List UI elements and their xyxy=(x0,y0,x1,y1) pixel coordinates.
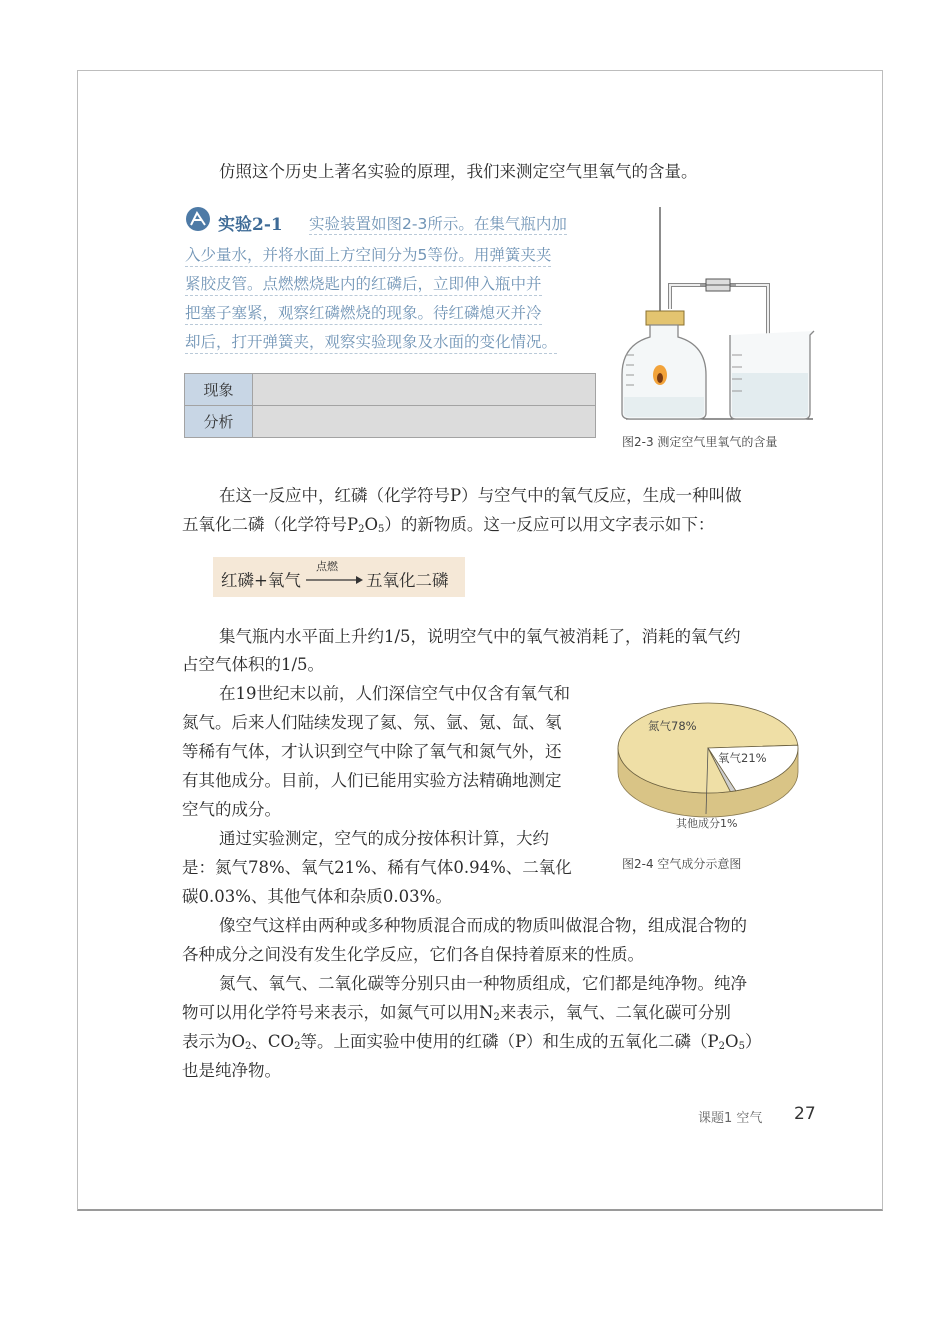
figure-2-4-caption: 图2-4 空气成分示意图 xyxy=(622,857,742,871)
apparatus-illustration xyxy=(618,205,818,427)
reaction-arrow-icon xyxy=(306,575,364,585)
pie-label-other: 其他成分1% xyxy=(676,817,738,830)
pie-label-nitrogen: 氮气78% xyxy=(648,719,697,733)
consumed-paragraph-line2: 占空气体积的1/5。 xyxy=(182,655,325,674)
reaction-paragraph-line2: 五氧化二磷（化学符号$P_2O_5$）的新物质。这一反应可以用文字表示如下： xyxy=(182,515,715,535)
experiment-line: 入少量水，并将水面上方空间分为5等份。用弹簧夹夹 xyxy=(185,243,551,267)
pure-line: 氮气、氧气、二氧化碳等分别只由一种物质组成，它们都是纯净物。纯净 xyxy=(219,974,747,993)
pure-line: 也是纯净物。 xyxy=(182,1061,281,1080)
mixture-line: 像空气这样由两种或多种物质混合而成的物质叫做混合物，组成混合物的 xyxy=(219,916,747,935)
experiment-line: 实验装置如图2-3所示。在集气瓶内加 xyxy=(309,212,567,235)
phenomenon-cell[interactable] xyxy=(253,374,596,406)
experiment-line: 把塞子塞紧，观察红磷燃烧的现象。待红磷熄灭并冷 xyxy=(185,301,542,325)
intro-text: 仿照这个历史上著名实验的原理，我们来测定空气里氧气的含量。 xyxy=(219,162,698,181)
table-row xyxy=(185,406,596,438)
composition-line: 碳0.03%、其他气体和杂质0.03%。 xyxy=(182,887,452,906)
equation-product: 五氧化二磷 xyxy=(366,571,449,590)
pie-label-oxygen: 氧气21% xyxy=(718,751,767,765)
experiment-line: 却后，打开弹簧夹，观察实验现象及水面的变化情况。 xyxy=(185,330,557,354)
phenomenon-label: 现象 xyxy=(185,374,253,406)
composition-line: 是：氮气78%、氧气21%、稀有气体0.94%、二氧化 xyxy=(182,858,572,877)
history-line: 在19世纪末以前，人们深信空气中仅含有氧气和 xyxy=(219,684,570,703)
history-line: 等稀有气体，才认识到空气中除了氧气和氮气外，还 xyxy=(182,742,562,761)
analysis-label: 分析 xyxy=(185,406,253,438)
experiment-title: 实验2-1 xyxy=(218,215,283,235)
history-line: 空气的成分。 xyxy=(182,800,281,819)
table-row xyxy=(185,374,596,406)
mixture-line: 各种成分之间没有发生化学反应，它们各自保持着原来的性质。 xyxy=(182,945,644,964)
history-line: 氮气。后来人们陆续发现了氦、氖、氩、氪、氙、氡 xyxy=(182,713,562,732)
pure-line: 物可以用化学符号来表示，如氮气可以用$N_2$来表示，氧气、二氧化碳可分别 xyxy=(182,1003,731,1023)
composition-line: 通过实验测定，空气的成分按体积计算，大约 xyxy=(219,829,549,848)
figure-2-3-caption: 图2-3 测定空气里氧气的含量 xyxy=(622,435,778,449)
reaction-paragraph: 在这一反应中，红磷（化学符号P）与空气中的氧气反应，生成一种叫做 xyxy=(219,486,742,505)
equation-reactants: 红磷+氧气 xyxy=(221,571,301,590)
page-number: 27 xyxy=(794,1104,816,1124)
observation-table xyxy=(184,373,596,438)
analysis-cell[interactable] xyxy=(253,406,596,438)
history-line: 有其他成分。目前，人们已能用实验方法精确地测定 xyxy=(182,771,562,790)
footer-section: 课题1 空气 xyxy=(698,1111,763,1126)
equation-condition: 点燃 xyxy=(316,560,338,573)
pure-line: 表示为$O_2$、$CO_2$等。上面实验中使用的红磷（P）和生成的五氧化二磷$(P_2O_5)$ xyxy=(182,1032,762,1052)
experiment-icon xyxy=(184,206,214,232)
consumed-paragraph: 集气瓶内水平面上升约1/5，说明空气中的氧气被消耗了，消耗的氧气约 xyxy=(219,627,741,646)
experiment-line: 紧胶皮管。点燃燃烧匙内的红磷后，立即伸入瓶中并 xyxy=(185,272,542,296)
